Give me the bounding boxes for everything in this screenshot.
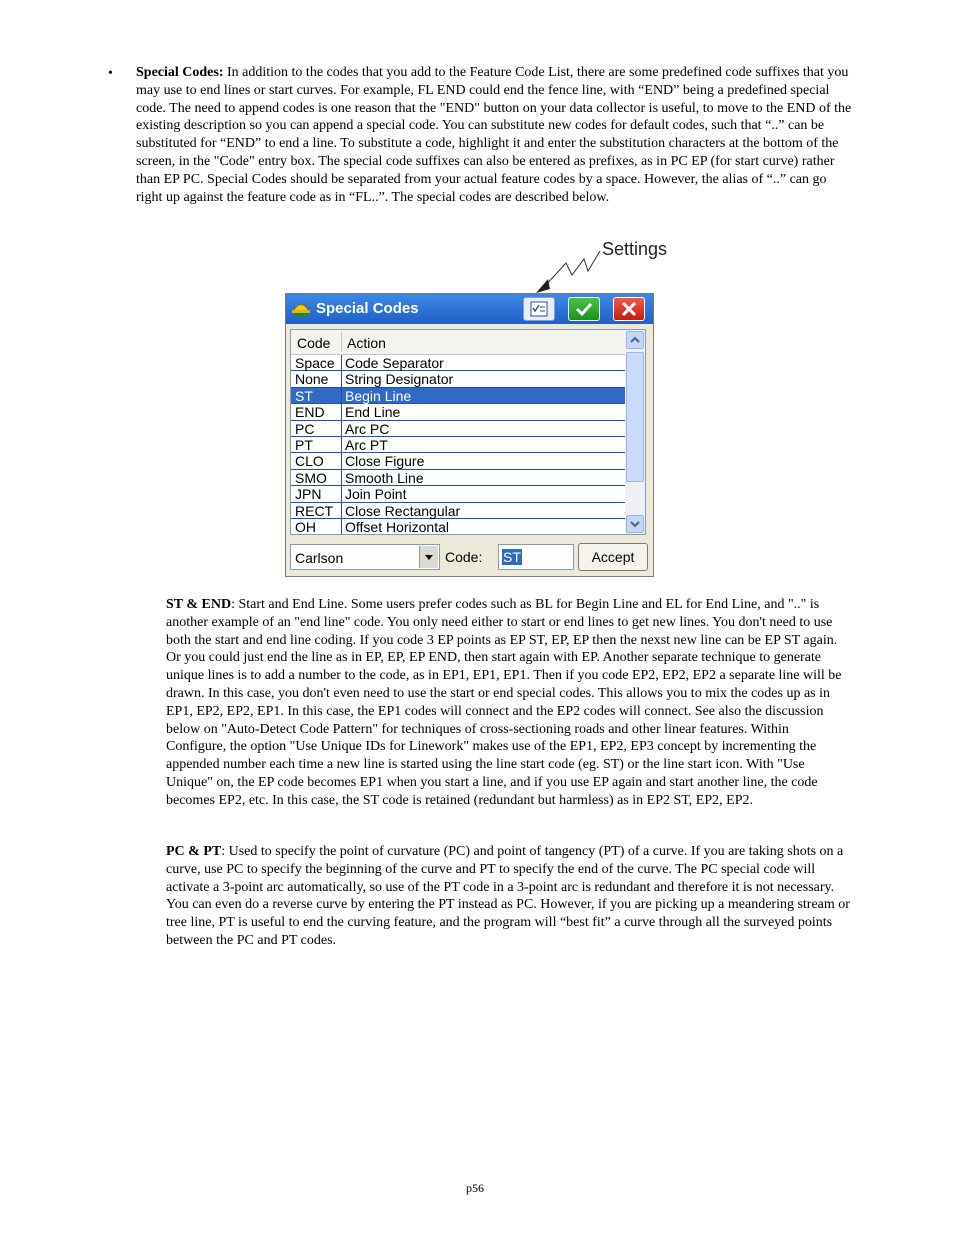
- row-code: None: [295, 371, 329, 388]
- column-divider: [341, 404, 342, 420]
- row-code: JPN: [295, 486, 322, 503]
- row-action: Close Figure: [345, 453, 425, 470]
- column-divider: [341, 453, 342, 469]
- row-action: String Designator: [345, 371, 454, 388]
- row-code: PT: [295, 437, 313, 453]
- list-header: [291, 330, 625, 355]
- row-action: Begin Line: [345, 387, 412, 404]
- column-divider: [341, 470, 342, 486]
- special-codes-dialog: [285, 293, 654, 577]
- special-codes-paragraph: [136, 64, 852, 206]
- code-label: Code:: [445, 549, 483, 565]
- column-divider: [341, 371, 342, 387]
- column-divider: [341, 486, 342, 502]
- st-end-heading: ST & END: [166, 597, 232, 612]
- column-divider: [341, 519, 342, 535]
- row-code: Space: [295, 355, 335, 371]
- row-action: End Line: [345, 404, 401, 421]
- settings-callout-arrow: [530, 245, 610, 295]
- code-set-select[interactable]: [290, 544, 440, 570]
- list-scrollbar[interactable]: [625, 330, 645, 534]
- ok-button[interactable]: [568, 297, 600, 321]
- chevron-down-icon: [627, 516, 643, 532]
- column-divider: [341, 388, 342, 404]
- column-divider: [341, 355, 342, 371]
- st-end-text: : Start and End Line. Some users prefer codes such as BL for Begin Line and EL for End Line, and ".." is another example of an "end line" code. You only need either to start or end lines to get new lines. You don't need to use both the start and end line coding. If you code 3 EP points as EP ST, EP, EP then the nexst new line can be EP ST again. Or you could just end the line as in EP, EP, EP END, then start again with EP. Another separate technique to generate unique lines is to add a number to the code, as in EP1, EP1, EP1. Then if you code EP2, EP2, EP2 a separate line will be drawn. In this case, you don't even need to use the start or end special codes. This allows you to mix the codes up as in EP1, EP2, EP2, EP1. In this case, the EP1 codes will connect and the EP2 codes will connect. See also the discussion below on "Auto-Detect Code Pattern" for techniques of cross-sectioning roads and other linear features. Within Configure, the option "Use Unique IDs for Linework" makes use of the EP1, EP2, EP3 concept by incrementing the appended number each time a new line is started using the line start code (eg. ST) or the line start icon. With "Use Unique" on, the EP code becomes EP1 when you start a line, and if you use EP again and start another line, the code becomes EP2, etc. In this case, the ST code is retained (redundant but harmless) as in EP2 ST, EP2, EP2.: [166, 597, 842, 808]
- settings-list-icon: [524, 298, 554, 320]
- page-number: p56: [466, 1181, 484, 1195]
- pc-pt-text: : Used to specify the point of curvature (PC) and point of tangency (PT) of a curve. If you are taking shots on a curve, use PC to specify the beginning of the curve and PT to specify the end of the curve. The PC special code will activate a 3-point arc automatically, so use of the PT code in a 3-point arc is redundant and therefore it is not necessary. You can even do a reverse curve by entering the PT instead as PC. However, if you are picking up a meandering stream or tree line, PT is useful to end the curving feature, and the program will “best fit” a curve through all the surveyed points between the PC and PT codes.: [166, 844, 850, 948]
- bullet-icon: •: [108, 66, 113, 81]
- dialog-title: Special Codes: [316, 300, 419, 317]
- special-codes-list[interactable]: [290, 329, 646, 535]
- row-action: Arc PT: [345, 437, 388, 453]
- check-icon: [569, 298, 599, 320]
- list-row[interactable]: [291, 355, 625, 371]
- chevron-up-icon: [627, 332, 643, 348]
- close-icon: [614, 298, 644, 320]
- list-row[interactable]: [291, 453, 625, 469]
- special-codes-text: In addition to the codes that you add to the Feature Code List, there are some predefined code suffixes that you may use to end lines or start curves. For example, FL END could end the fence line, with “END” being a predefined special code. The need to append codes is one reason that the "END" button on your data collector is useful, to move to the END of the existing description so you can append a special code. You can substitute new codes for default codes, such that “..” can be substituted for “END” to end a line. To substitute a code, highlight it and enter the substitution characters at the bottom of the screen, in the "Code" entry box. The special code suffixes can also be entered as prefixes, as in PC EP (for start curve) rather than EP PC. Special Codes should be separated from your actual feature codes by a space. However, the alias of “..” can go right up against the feature code as in “FL..”. The special codes are described below.: [136, 65, 852, 205]
- cancel-button[interactable]: [613, 297, 645, 321]
- settings-callout-label: Settings: [602, 239, 668, 259]
- scroll-thumb[interactable]: [626, 352, 644, 482]
- list-row[interactable]: [291, 404, 625, 420]
- row-action: Offset Horizontal: [345, 519, 450, 535]
- row-code: OH: [295, 519, 316, 535]
- row-action: Arc PC: [345, 420, 390, 437]
- row-action: Close Rectangular: [345, 502, 461, 519]
- row-code: SMO: [295, 469, 327, 486]
- list-row[interactable]: [291, 486, 625, 502]
- list-row[interactable]: [291, 371, 625, 387]
- row-action: Smooth Line: [345, 469, 424, 486]
- row-code: PC: [295, 420, 315, 437]
- accept-button[interactable]: Accept: [578, 543, 648, 571]
- column-header-code[interactable]: Code: [297, 335, 331, 351]
- code-entry-field[interactable]: [498, 544, 574, 570]
- code-set-value: Carlson: [295, 550, 344, 566]
- row-action: Join Point: [345, 486, 407, 503]
- column-divider: [341, 421, 342, 437]
- row-code: CLO: [295, 453, 324, 470]
- row-action: Code Separator: [345, 355, 444, 371]
- code-entry-value: ST: [503, 549, 521, 565]
- list-row[interactable]: [291, 470, 625, 486]
- row-code: RECT: [295, 502, 334, 519]
- list-row[interactable]: [291, 437, 625, 453]
- column-header-action[interactable]: Action: [347, 335, 386, 351]
- st-end-paragraph: [166, 596, 852, 810]
- scroll-up-button[interactable]: [626, 331, 644, 349]
- column-divider: [341, 503, 342, 519]
- column-divider: [341, 332, 342, 352]
- settings-button[interactable]: [523, 297, 555, 321]
- pc-pt-paragraph: [166, 843, 852, 950]
- special-codes-heading: Special Codes:: [136, 65, 224, 80]
- app-hardhat-icon: [290, 298, 312, 320]
- list-row[interactable]: [291, 388, 625, 404]
- row-code: ST: [295, 387, 313, 404]
- column-divider: [341, 437, 342, 453]
- list-row[interactable]: [291, 519, 625, 535]
- dialog-titlebar: [286, 294, 653, 324]
- dialog-footer: [286, 540, 653, 574]
- pc-pt-heading: PC & PT: [166, 844, 222, 859]
- row-code: END: [295, 404, 325, 421]
- dropdown-arrow[interactable]: [419, 546, 438, 568]
- scroll-down-button[interactable]: [626, 515, 644, 533]
- list-row[interactable]: [291, 421, 625, 437]
- chevron-down-icon: [420, 546, 438, 568]
- list-row[interactable]: [291, 503, 625, 519]
